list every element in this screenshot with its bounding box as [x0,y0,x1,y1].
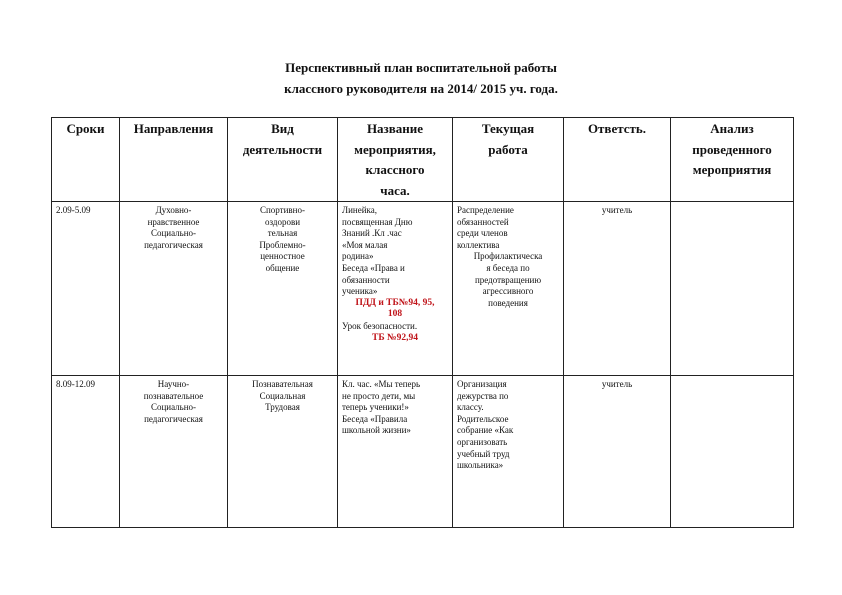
cell-text-line: Социально- [150,402,197,413]
cell-text-line: предотвращению [474,274,542,285]
header-text-line: Ответсть. [587,121,647,136]
cell-text-line: 108 [387,309,403,320]
cell-text-line: Родительское [457,413,509,424]
cell-text-line: общение [265,262,300,273]
cell-text-line: ТБ №92,94 [372,332,418,343]
header-activity-type [228,118,338,202]
date-text: 8.09-12.09 [56,379,95,389]
cell-text-line: Проблемно- [259,239,306,250]
cell-text-line: обязанностей [457,216,509,227]
header-text-line: работа [488,141,528,157]
header-text-line: часа. [380,182,410,198]
header-text-line: Направления [133,121,214,136]
cell-text-line: Познавательная [252,379,313,389]
header-analysis [671,118,794,202]
cell-text-line: Распределение [457,205,514,215]
cell-text-line: Кл. час. «Мы теперь [342,379,421,389]
cell-text-line: организовать [457,436,508,447]
responsible-text: учитель [601,205,633,215]
header-text-line: мероприятия [692,162,772,177]
header-text-line: Текущая [481,121,535,136]
header-responsible [564,118,671,202]
cell-text-line: поведения [488,297,528,308]
date-text: 2.09-5.09 [56,205,91,215]
cell-text-line: школьной жизни» [342,425,411,436]
table-body [52,202,794,528]
cell-text-line: Научно- [157,379,190,389]
header-text-line: проведенного [692,141,772,157]
header-text-line: деятельности [242,141,323,157]
table-header-row [52,118,794,202]
cell-text-line: Организация [457,379,507,389]
cell-text-line: посвященная Дню [342,216,413,227]
cell-text-line: собрание «Как [457,425,514,436]
cell-text-line: Социальная [259,390,306,401]
cell-text-line: теперь ученики!» [342,402,409,413]
cell-text-line: нравственное [147,216,200,227]
cell-date [52,376,120,528]
cell-text-line: Линейка, [342,205,378,215]
header-current-work [453,118,564,202]
cell-text-line: учебный труд [457,448,510,459]
cell-text-line: среди членов [457,228,508,239]
cell-activity [228,376,338,528]
cell-text-line: Трудовая [265,402,300,413]
cell-text-line: дежурства по [457,390,509,401]
cell-text-line: классу. [457,402,484,413]
cell-date [52,202,120,376]
cell-events [338,376,453,528]
cell-text-line: педагогическая [144,413,203,424]
cell-text-line: агрессивного [482,286,534,297]
header-text-line: Анализ [710,121,754,136]
cell-text-line: обязанности [342,274,390,285]
responsible-text: учитель [601,379,633,389]
cell-text-line: ценностное [260,251,305,262]
plan-table [51,117,794,528]
header-terms [52,118,120,202]
cell-text-line: Спортивно- [259,205,305,215]
cell-text-line: коллектива [457,239,500,250]
cell-text-line: не просто дети, мы [342,390,416,401]
cell-current-work [453,202,564,376]
header-text-line: Вид [271,121,294,136]
cell-text-line: познавательное [143,390,204,401]
cell-text-line: педагогическая [144,239,203,250]
cell-responsible [564,376,671,528]
cell-text-line: родина» [342,251,374,262]
cell-text-line: Духовно- [155,205,192,215]
header-directions [120,118,228,202]
cell-text-line: Социально- [150,228,197,239]
cell-responsible [564,202,671,376]
cell-current-work [453,376,564,528]
cell-text-line: Профилактическа [473,251,543,262]
cell-events [338,202,453,376]
header-text-line: Название [366,121,424,136]
cell-text-line: Урок безопасности. [342,320,418,331]
cell-text-line: Знаний .Кл .час [342,228,402,239]
title-line-1: Перспективный план воспитательной работы [285,60,557,75]
title-line-2: классного руководителя на 2014/ 2015 уч. года. [284,81,558,96]
cell-text-line: Беседа «Права и [342,262,405,273]
cell-activity [228,202,338,376]
page-title [0,57,842,99]
cell-text-line: оздорови [264,216,301,227]
cell-text-line: Беседа «Правила [342,413,408,424]
cell-text-line: ученика» [342,286,378,297]
cell-text-line: «Моя малая [342,239,388,250]
header-event-name [338,118,453,202]
table-row [52,376,794,528]
cell-direction [120,376,228,528]
cell-text-line: ПДД и ТБ№94, 95, [355,297,435,308]
cell-text-line: школьника» [457,460,504,471]
header-text-line: мероприятия, [354,141,436,157]
header-text-line: классного [365,162,425,177]
cell-analysis [671,202,794,376]
cell-text-line: тельная [267,228,298,239]
cell-direction [120,202,228,376]
cell-analysis [671,376,794,528]
table-row [52,202,794,376]
header-text-line: Сроки [66,121,105,136]
cell-text-line: я беседа по [486,262,530,273]
